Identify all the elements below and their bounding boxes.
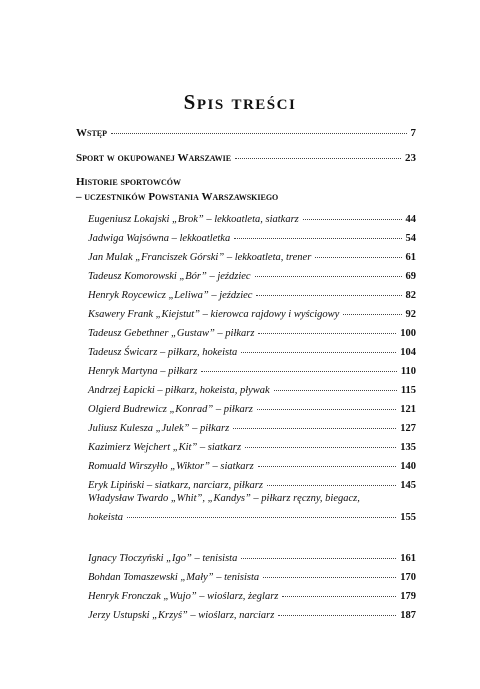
leader-dots [235, 158, 401, 159]
leader-dots [303, 219, 402, 220]
toc-entry-page: 140 [400, 461, 416, 472]
toc-entry-page: 54 [405, 233, 416, 244]
toc-entry-label: Tadeusz Gebethner „Gustaw” – piłkarz [88, 328, 255, 339]
toc-entry[interactable] [88, 571, 416, 584]
leader-dots [258, 466, 397, 467]
toc-entry-label: Andrzej Łapicki – piłkarz, hokeista, pływak [88, 385, 270, 396]
leader-dots [282, 596, 396, 597]
leader-dots [263, 577, 396, 578]
toc-entry-label: Eugeniusz Lokajski „Brok” – lekkoatleta, siatkarz [88, 214, 299, 225]
toc-entry[interactable] [88, 346, 416, 359]
toc-entry-page: 92 [405, 309, 416, 320]
toc-entry[interactable] [88, 365, 416, 378]
toc-entry-page: 61 [405, 252, 416, 263]
leader-dots [233, 428, 396, 429]
leader-dots [111, 133, 406, 134]
toc-entry-label: Olgierd Budrewicz „Konrad” – piłkarz [88, 404, 253, 415]
leader-dots [315, 257, 401, 258]
toc-entry-label: Tadeusz Komorowski „Bór” – jeździec [88, 271, 251, 282]
toc-entry[interactable] [88, 384, 416, 397]
toc-entry-page: 110 [400, 366, 416, 377]
toc-entry-page: 104 [400, 347, 416, 358]
toc-entry[interactable] [88, 422, 416, 435]
toc-entry-label: Eryk Lipiński – siatkarz, narciarz, piłkarz [88, 480, 263, 491]
toc-entry-page: 7 [410, 127, 416, 139]
toc-entry-label: Henryk Fronczak „Wujo” – wioślarz, żeglarz [88, 591, 279, 602]
toc-entry-label: Ksawery Frank „Kiejstut” – kierowca rajdowy i wyścigowy [88, 309, 340, 320]
toc-entry-label: Sport w okupowanej Warszawie [76, 152, 232, 164]
toc-entry-page: 127 [400, 423, 416, 434]
toc-entry-page: 179 [400, 591, 416, 602]
leader-dots [201, 371, 396, 372]
toc-entry-page: 69 [405, 271, 416, 282]
toc-entry[interactable] [88, 590, 416, 603]
section-heading-line2: – uczestników Powstania Warszawskiego [76, 191, 279, 203]
toc-entry-intro[interactable] [76, 127, 416, 140]
section-heading-line1: Historie sportowców [76, 176, 181, 188]
toc-entry-page: 115 [400, 385, 416, 396]
toc-entry-page: 170 [400, 572, 416, 583]
toc-entry[interactable] [88, 232, 416, 245]
toc-entry[interactable] [88, 327, 416, 340]
toc-entry[interactable] [88, 308, 416, 321]
toc-entry-page: 187 [400, 610, 416, 621]
toc-entry-label: Jadwiga Wajsówna – lekkoatletka [88, 233, 231, 244]
leader-dots [245, 447, 396, 448]
leader-dots [257, 409, 396, 410]
section-heading [76, 175, 416, 205]
toc-entry-label: Tadeusz Świcarz – piłkarz, hokeista [88, 347, 238, 358]
toc-entry-page: 145 [400, 480, 416, 491]
toc-entry[interactable] [88, 609, 416, 622]
leader-dots [127, 517, 396, 518]
toc-entry-label: Ignacy Tłoczyński „Igo” – tenisista [88, 553, 238, 564]
toc-entry-label: Kazimierz Wejchert „Kit” – siatkarz [88, 442, 242, 453]
toc-entry-label: Henryk Roycewicz „Leliwa” – jeździec [88, 290, 253, 301]
leader-dots [234, 238, 401, 239]
toc-entry-page: 44 [405, 214, 416, 225]
page-title: Spis treści [183, 90, 297, 114]
toc-entry-label-line2: hokeista [88, 512, 123, 523]
toc-entry[interactable] [88, 479, 416, 492]
toc-entry[interactable] [88, 270, 416, 283]
leader-dots [343, 314, 401, 315]
toc-entry-page: 100 [400, 328, 416, 339]
toc-entry-label: Juliusz Kulesza „Julek” – piłkarz [88, 423, 230, 434]
toc-entry-label: Jerzy Ustupski „Krzyś” – wioślarz, narciarz [88, 610, 275, 621]
toc-entry-page: 121 [400, 404, 416, 415]
toc-entry[interactable] [88, 403, 416, 416]
toc-entry[interactable] [88, 289, 416, 302]
toc-entry-page: 135 [400, 442, 416, 453]
toc-entry-page: 82 [405, 290, 416, 301]
toc-entry-label: Jan Mulak „Franciszek Górski” – lekkoatleta, trener [88, 252, 312, 263]
leader-dots [278, 615, 396, 616]
toc-entry-wrapped[interactable] [88, 492, 416, 524]
leader-dots [241, 352, 396, 353]
toc-entry-page: 23 [405, 152, 416, 164]
toc-entry-label: Romuald Wirszyłło „Wiktor” – siatkarz [88, 461, 254, 472]
toc-entry[interactable] [88, 213, 416, 226]
toc-entry[interactable] [88, 460, 416, 473]
toc-entry-sport[interactable] [76, 152, 416, 165]
leader-dots [274, 390, 397, 391]
toc-entry[interactable] [88, 552, 416, 565]
toc-entry-page: 155 [400, 512, 416, 523]
leader-dots [241, 558, 396, 559]
leader-dots [267, 485, 396, 486]
toc-entry[interactable] [88, 251, 416, 264]
toc-entry-label: Bohdan Tomaszewski „Mały” – tenisista [88, 572, 260, 583]
leader-dots [256, 295, 401, 296]
toc-entry-label: Henryk Martyna – piłkarz [88, 366, 198, 377]
toc-entry-page: 161 [400, 553, 416, 564]
toc-entry-label-line1: Władysław Twardo „Whit”, „Kandys” – piłkarz ręczny, biegacz, [88, 493, 360, 504]
toc-entry[interactable] [88, 441, 416, 454]
leader-dots [255, 276, 402, 277]
leader-dots [258, 333, 396, 334]
toc-entry-label: Wstęp [76, 127, 108, 139]
